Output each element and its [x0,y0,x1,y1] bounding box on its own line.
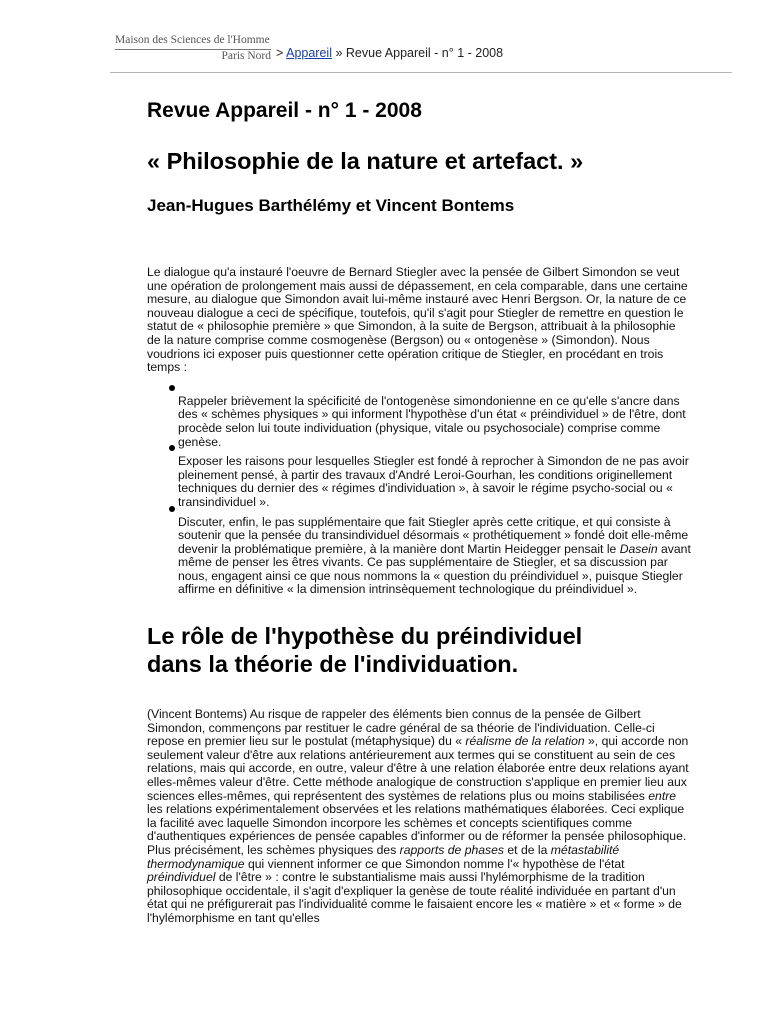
page-header [0,0,768,74]
article [147,96,692,926]
bullet-text-1: Rappeler brièvement la spécificité de l'ontogenèse simondonienne en ce qu'elle s'ancre dans des « schèmes physiques » qui informent l'hypothèse d'un état « préindividuel » de l'être, dont procède selon lui toute individuation (physique, vitale ou psychosociale) comprise comme genèse. [178,393,686,449]
breadcrumb-current: » Revue Appareil - n° 1 - 2008 [335,46,504,60]
bullet3-emphasis: Dasein [619,541,658,556]
body-paragraph [147,708,692,926]
header-divider [110,72,732,73]
body-text-1: (Vincent Bontems) Au risque de rappeler des éléments bien connus de la pensée de Gilbert Simondon, commençons par restituer le cadre général de sa théorie de l'individuation. Celle-ci repose en premier lieu sur le postulat (métaphysique) du « [147,707,655,749]
bullet-icon [169,445,175,451]
revue-heading: Revue Appareil - n° 1 - 2008 [147,99,422,122]
bullet-text-3 [178,510,692,598]
article-title: « Philosophie de la nature et artefact. » [147,148,584,174]
breadcrumb [276,46,503,60]
body-emphasis-2: entre [648,788,677,803]
body-text-5: qui viennent informer ce que Simondon nomme l'« hypothèse de l'état [244,856,625,871]
bullet-text-2: Exposer les raisons pour lesquelles Stiegler est fondé à reprocher à Simondon de ne pas avoir pleinement pensé, à partir des travaux d'André Leroi-Gourhan, les conditions originellement techniques du dernier des « régimes d'individuation », à savoir le régime psycho-social ou « transindividuel ». [178,454,689,509]
body-text-3: les relations expérimentalement observées et les relations mathématiques élaborées. Ceci explique la facilité avec laquelle Simondon incorpore les schèmes et concepts scientifiques comme d'authentiques expériences de pensée capables d'informer ou de réformer la pensée philosophique. Plus précisément, les schèmes physiques des [147,802,687,857]
logo-line2: Paris Nord [221,50,271,62]
breadcrumb-prefix: > [276,46,284,60]
list-item [147,389,692,449]
section-heading [147,622,692,678]
msh-logo[interactable] [115,34,275,64]
list-item [147,449,692,509]
breadcrumb-link-appareil[interactable]: Appareil [286,46,332,60]
body-text-2: », qui accorde non seulement valeur d'être aux relations antérieurement aux termes qui se constituent au sein de ces relations, mais qui accorde, en outre, valeur d'être à une relation élaborée entre deux relations ayant elles-mêmes valeur d'être. Cette méthode analogique de construction s'applique en premier lieu aux sciences elles-mêmes, qui représentent des systèmes de relations plus ou moins stabilisées [147,734,689,803]
bullet3-text-a: Discuter, enfin, le pas supplémentaire que fait Stiegler après cette critique, et qui consiste à soutenir que la pensée du transindividuel désormais « prothétiquement » fondé doit elle-même devenir la problématique première, à la manière dont Martin Heidegger pensait le [178,514,689,556]
article-authors: Jean-Hugues Barthélémy et Vincent Bontems [147,196,515,215]
bullet-icon [169,385,175,391]
bullet-list [147,389,692,597]
section-heading-line1: Le rôle de l'hypothèse du préindividuel [147,623,583,650]
list-item [147,510,692,598]
section-heading-line2: dans la théorie de l'individuation. [147,651,519,678]
bullet3-text-b: avant même de penser les êtres vivants. Ce pas supplémentaire de Stiegler, et sa discussion par nous, engagent ainsi ce que nous nommons la « question du préindividuel », puisque Stiegler affirme en définitive « la dimension intrinsèquement technologique du préindividuel ». [178,541,691,597]
body-emphasis-4: métastabilité thermodynamique [147,843,620,871]
body-text-6: de l'être » : contre le substantialisme mais aussi l'hylémorphisme de la tradition philosophique occidentale, il s'agit d'expliquer la genèse de toute réalité individuée en partant d'un état qui ne préfigurerait pas l'individualité comme le faisaient encore les « matière » et « forme » de l'hylémorphisme en tant qu'elles [147,870,682,925]
body-emphasis-1: réalisme de la relation [465,734,585,749]
intro-paragraph: Le dialogue qu'a instauré l'oeuvre de Bernard Stiegler avec la pensée de Gilbert Simondon se veut une opération de prolongement mais aussi de dépassement, en cela comparable, dans une certaine mesure, au dialogue que Simondon avait lui-même instauré avec Henri Bergson. Or, la nature de ce nouveau dialogue a ceci de spécifique, toutefois, qu'il s'agit pour Stiegler de remettre en question le statut de « philosophie première » que Simondon, à la suite de Bergson, attribuait à la philosophie de la nature comprise comme cosmogenèse (Bergson) ou « ontogenèse » (Simondon). Nous voudrions ici exposer puis questionner cette opération critique de Stiegler, en procédant en trois temps : [147,265,688,375]
logo-line1: Maison des Sciences de l'Homme [115,34,270,46]
body-text-4: et de la [504,843,551,857]
bullet-icon [169,506,175,512]
body-emphasis-5: préindividuel [147,870,216,885]
body-emphasis-3: rapports de phases [399,843,505,857]
